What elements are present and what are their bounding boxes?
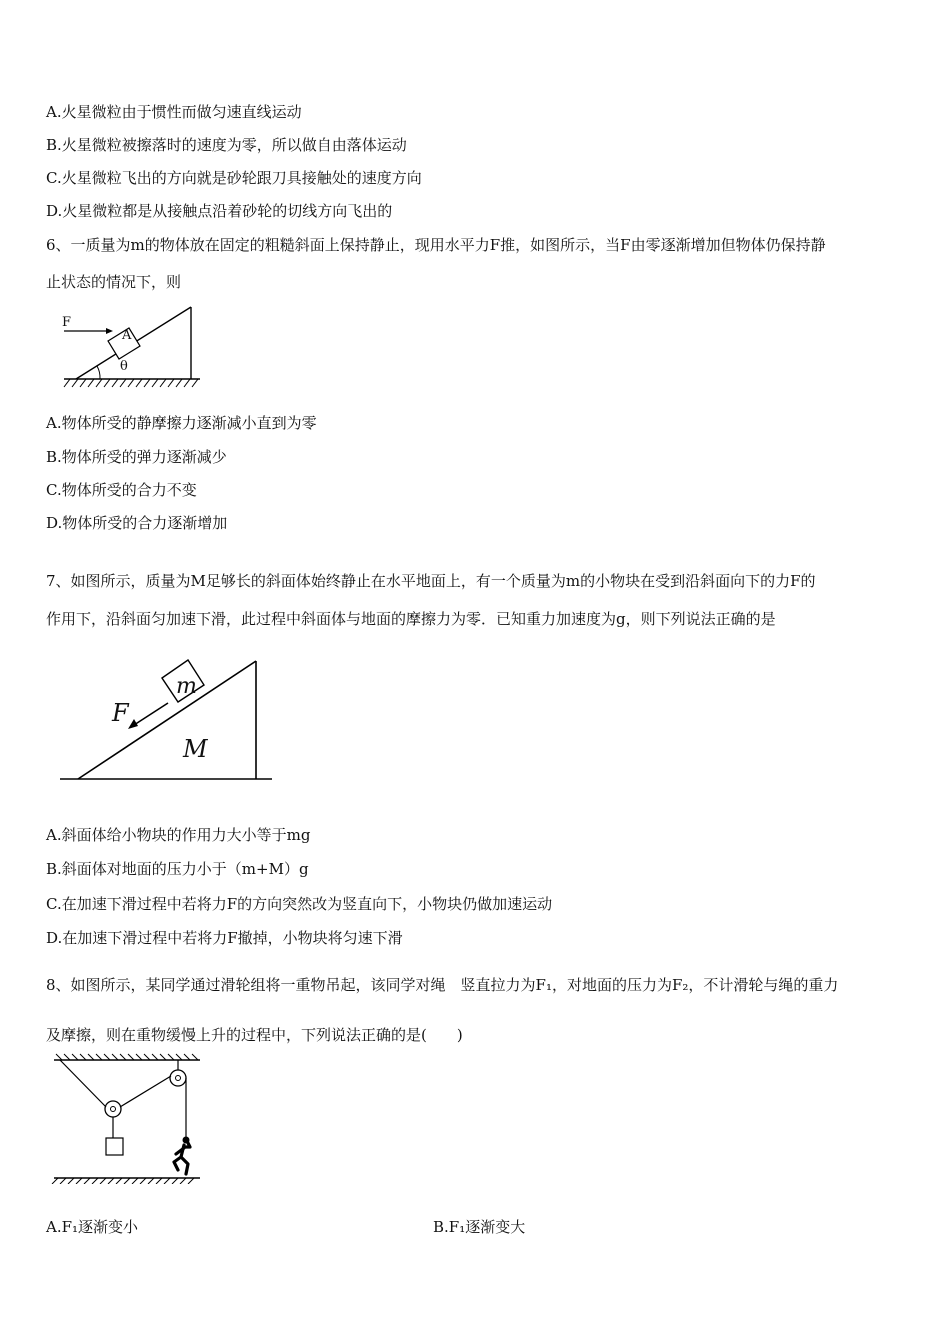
q6-angle-label: θ xyxy=(120,359,128,374)
q7-force-label: F xyxy=(112,699,129,727)
q5-option-b: B.火星微粒被擦落时的速度为零，所以做自由落体运动 xyxy=(46,136,407,154)
q8-option-a: A.F₁逐渐变小 xyxy=(46,1218,139,1236)
q7-option-a: A.斜面体给小物块的作用力大小等于mg xyxy=(46,826,311,844)
q7-wedge-diagram xyxy=(58,655,276,785)
q5-option-a: A.火星微粒由于惯性而做匀速直线运动 xyxy=(46,103,302,121)
q8-stem-line1: 8、如图所示，某同学通过滑轮组将一重物吊起，该同学对绳 竖直拉力为F₁，对地面的压力为F₂，不计滑轮与绳的重力 xyxy=(46,976,839,994)
q6-option-c: C.物体所受的合力不变 xyxy=(46,481,197,499)
q6-option-d: D.物体所受的合力逐渐增加 xyxy=(46,514,228,532)
q6-incline-figure xyxy=(58,303,208,395)
q8-pulley-figure xyxy=(50,1052,216,1184)
q6-stem-line2: 止状态的情况下，则 xyxy=(46,273,182,291)
q7-stem-line2: 作用下，沿斜面匀加速下滑，此过程中斜面体与地面的摩擦力为零．已知重力加速度为g，则下列说法正确的是 xyxy=(46,610,776,628)
q7-block-label: m xyxy=(176,674,197,699)
q5-option-c: C.火星微粒飞出的方向就是砂轮跟刀具接触处的速度方向 xyxy=(46,169,422,187)
q6-option-b: B.物体所受的弹力逐渐减少 xyxy=(46,448,227,466)
q7-option-d: D.在加速下滑过程中若将力F撤掉，小物块将匀速下滑 xyxy=(46,929,403,947)
q7-option-c: C.在加速下滑过程中若将力F的方向突然改为竖直向下，小物块仍做加速运动 xyxy=(46,895,553,913)
q6-option-a: A.物体所受的静摩擦力逐渐减小直到为零 xyxy=(46,414,317,432)
q5-option-d: D.火星微粒都是从接触点沿着砂轮的切线方向飞出的 xyxy=(46,202,393,220)
q6-incline-diagram xyxy=(58,303,208,395)
q7-stem-line1: 7、如图所示，质量为M足够长的斜面体始终静止在水平地面上，有一个质量为m的小物块在受到沿斜面向下的力F的 xyxy=(46,572,816,590)
q8-option-b: B.F₁逐渐变大 xyxy=(433,1218,526,1236)
q7-wedge-figure xyxy=(58,655,276,785)
q6-force-label: F xyxy=(62,315,72,330)
q7-option-b: B.斜面体对地面的压力小于（m+M）g xyxy=(46,860,309,878)
q6-stem-line1: 6、一质量为m的物体放在固定的粗糙斜面上保持静止，现用水平力F推，如图所示，当F由零逐渐增加但物体仍保持静 xyxy=(46,236,826,254)
q8-stem-line2: 及摩擦，则在重物缓慢上升的过程中，下列说法正确的是( ) xyxy=(46,1026,463,1044)
q6-block-label: A xyxy=(122,328,132,343)
q7-wedge-label: M xyxy=(183,735,208,763)
q8-pulley-diagram xyxy=(50,1052,216,1184)
